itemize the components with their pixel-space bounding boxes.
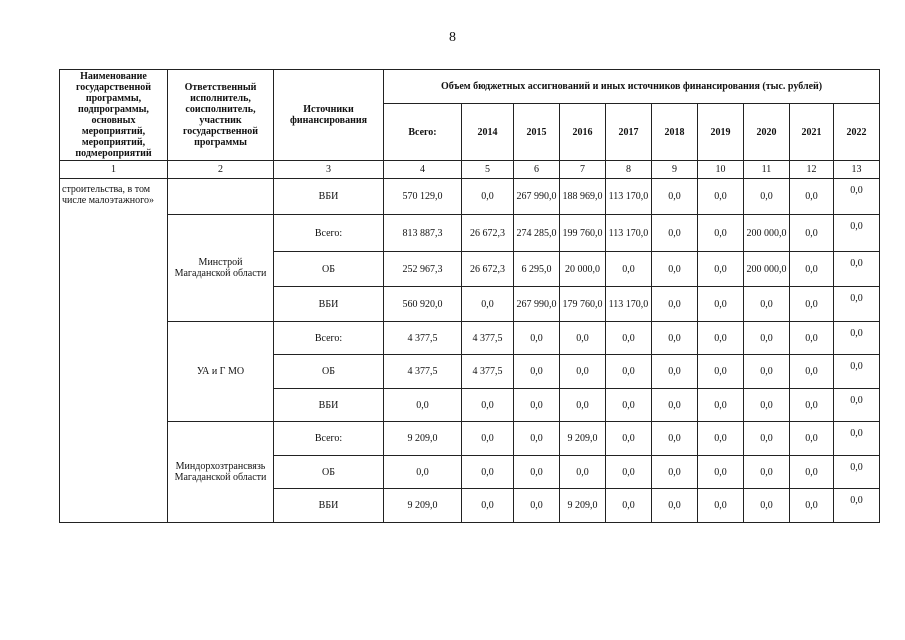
value-cell: 267 990,0 xyxy=(514,287,560,322)
value-cell: 0,0 xyxy=(698,252,744,287)
value-cell: 0,0 xyxy=(834,252,880,287)
value-cell: 0,0 xyxy=(790,456,834,489)
value-cell: 0,0 xyxy=(384,456,462,489)
budget-table xyxy=(59,69,880,523)
value-cell: 0,0 xyxy=(790,355,834,389)
executor-cell: УА и Г МО xyxy=(168,322,274,422)
value-cell: 9 209,0 xyxy=(560,422,606,456)
value-cell: 0,0 xyxy=(606,389,652,422)
value-cell: 0,0 xyxy=(514,389,560,422)
value-cell: 0,0 xyxy=(606,489,652,523)
value-cell: 0,0 xyxy=(744,179,790,215)
value-cell: 0,0 xyxy=(744,422,790,456)
header-executor: Ответственный исполнитель, соисполнитель, участник государственной программы xyxy=(168,70,274,161)
column-number: 9 xyxy=(652,161,698,179)
value-cell: 0,0 xyxy=(698,355,744,389)
value-cell: 0,0 xyxy=(514,355,560,389)
value-cell: 0,0 xyxy=(744,355,790,389)
value-cell: 200 000,0 xyxy=(744,215,790,252)
value-cell: 4 377,5 xyxy=(462,322,514,355)
value-cell: 0,0 xyxy=(790,252,834,287)
value-cell: 0,0 xyxy=(834,456,880,489)
value-cell: 9 209,0 xyxy=(560,489,606,523)
value-cell: 0,0 xyxy=(560,456,606,489)
value-cell: 0,0 xyxy=(744,322,790,355)
source-cell: Всего: xyxy=(274,422,384,456)
value-cell: 0,0 xyxy=(606,252,652,287)
value-cell: 0,0 xyxy=(652,389,698,422)
column-number: 10 xyxy=(698,161,744,179)
column-number: 7 xyxy=(560,161,606,179)
value-cell: 0,0 xyxy=(698,456,744,489)
value-cell: 0,0 xyxy=(698,215,744,252)
value-cell: 570 129,0 xyxy=(384,179,462,215)
header-year: 2017 xyxy=(606,104,652,161)
value-cell: 0,0 xyxy=(514,489,560,523)
header-year: 2019 xyxy=(698,104,744,161)
value-cell: 0,0 xyxy=(834,389,880,422)
column-number-row xyxy=(60,161,880,179)
value-cell: 0,0 xyxy=(560,389,606,422)
header-name: Наименование государственной программы, подпрограммы, основных мероприятий, мероприятий, подмероприятий xyxy=(60,70,168,161)
value-cell: 0,0 xyxy=(698,179,744,215)
value-cell: 0,0 xyxy=(744,489,790,523)
value-cell: 0,0 xyxy=(790,215,834,252)
value-cell: 0,0 xyxy=(790,179,834,215)
executor-cell: Миндорхозтрансвязь Магаданской области xyxy=(168,422,274,523)
column-number: 1 xyxy=(60,161,168,179)
header-year: 2021 xyxy=(790,104,834,161)
value-cell: 0,0 xyxy=(652,179,698,215)
value-cell: 113 170,0 xyxy=(606,215,652,252)
source-cell: ВБИ xyxy=(274,489,384,523)
value-cell: 0,0 xyxy=(462,489,514,523)
column-number: 2 xyxy=(168,161,274,179)
value-cell: 0,0 xyxy=(384,389,462,422)
value-cell: 9 209,0 xyxy=(384,489,462,523)
source-cell: ОБ xyxy=(274,456,384,489)
value-cell: 0,0 xyxy=(462,456,514,489)
column-number: 4 xyxy=(384,161,462,179)
header-source: Источники финансирования xyxy=(274,70,384,161)
value-cell: 113 170,0 xyxy=(606,179,652,215)
value-cell: 20 000,0 xyxy=(560,252,606,287)
column-number: 6 xyxy=(514,161,560,179)
value-cell: 813 887,3 xyxy=(384,215,462,252)
value-cell: 6 295,0 xyxy=(514,252,560,287)
source-cell: ВБИ xyxy=(274,389,384,422)
value-cell: 0,0 xyxy=(790,489,834,523)
value-cell: 0,0 xyxy=(606,422,652,456)
value-cell: 0,0 xyxy=(834,422,880,456)
table-row xyxy=(60,179,880,215)
value-cell: 0,0 xyxy=(834,215,880,252)
table-row xyxy=(60,215,880,252)
value-cell: 0,0 xyxy=(834,179,880,215)
header-total: Всего: xyxy=(384,104,462,161)
value-cell: 0,0 xyxy=(652,322,698,355)
column-number: 8 xyxy=(606,161,652,179)
value-cell: 252 967,3 xyxy=(384,252,462,287)
value-cell: 0,0 xyxy=(652,252,698,287)
value-cell: 0,0 xyxy=(744,389,790,422)
value-cell: 0,0 xyxy=(606,456,652,489)
value-cell: 0,0 xyxy=(652,456,698,489)
column-number: 5 xyxy=(462,161,514,179)
column-number: 11 xyxy=(744,161,790,179)
value-cell: 0,0 xyxy=(834,322,880,355)
value-cell: 0,0 xyxy=(652,422,698,456)
value-cell: 0,0 xyxy=(560,355,606,389)
value-cell: 0,0 xyxy=(606,355,652,389)
value-cell: 179 760,0 xyxy=(560,287,606,322)
source-cell: ОБ xyxy=(274,355,384,389)
value-cell: 0,0 xyxy=(560,322,606,355)
table-row xyxy=(60,422,880,456)
value-cell: 0,0 xyxy=(652,355,698,389)
value-cell: 200 000,0 xyxy=(744,252,790,287)
header-year: 2020 xyxy=(744,104,790,161)
header-year: 2014 xyxy=(462,104,514,161)
value-cell: 0,0 xyxy=(462,179,514,215)
value-cell: 0,0 xyxy=(698,287,744,322)
value-cell: 113 170,0 xyxy=(606,287,652,322)
value-cell: 0,0 xyxy=(514,422,560,456)
table-row xyxy=(60,322,880,355)
value-cell: 0,0 xyxy=(698,322,744,355)
column-number: 12 xyxy=(790,161,834,179)
value-cell: 0,0 xyxy=(834,355,880,389)
header-volume: Объем бюджетных ассигнований и иных источников финансирования (тыс. рублей) xyxy=(384,70,880,104)
value-cell: 0,0 xyxy=(698,389,744,422)
value-cell: 0,0 xyxy=(514,456,560,489)
value-cell: 274 285,0 xyxy=(514,215,560,252)
value-cell: 0,0 xyxy=(744,287,790,322)
source-cell: Всего: xyxy=(274,322,384,355)
value-cell: 0,0 xyxy=(698,422,744,456)
value-cell: 0,0 xyxy=(652,489,698,523)
value-cell: 0,0 xyxy=(514,322,560,355)
value-cell: 0,0 xyxy=(744,456,790,489)
source-cell: ВБИ xyxy=(274,287,384,322)
program-name-cell: строительства, в том числе малоэтажного» xyxy=(60,179,168,523)
value-cell: 188 969,0 xyxy=(560,179,606,215)
source-cell: Всего: xyxy=(274,215,384,252)
value-cell: 26 672,3 xyxy=(462,252,514,287)
value-cell: 199 760,0 xyxy=(560,215,606,252)
value-cell: 0,0 xyxy=(462,287,514,322)
value-cell: 560 920,0 xyxy=(384,287,462,322)
executor-cell: Минстрой Магаданской области xyxy=(168,215,274,322)
value-cell: 0,0 xyxy=(790,287,834,322)
value-cell: 267 990,0 xyxy=(514,179,560,215)
value-cell: 4 377,5 xyxy=(384,322,462,355)
value-cell: 0,0 xyxy=(462,422,514,456)
value-cell: 4 377,5 xyxy=(462,355,514,389)
header-year: 2016 xyxy=(560,104,606,161)
source-cell: ОБ xyxy=(274,252,384,287)
source-cell: ВБИ xyxy=(274,179,384,215)
value-cell: 0,0 xyxy=(698,489,744,523)
value-cell: 0,0 xyxy=(790,322,834,355)
value-cell: 0,0 xyxy=(790,422,834,456)
header-year: 2015 xyxy=(514,104,560,161)
header-year: 2022 xyxy=(834,104,880,161)
value-cell: 4 377,5 xyxy=(384,355,462,389)
value-cell: 0,0 xyxy=(652,287,698,322)
header-year: 2018 xyxy=(652,104,698,161)
column-number: 13 xyxy=(834,161,880,179)
value-cell: 26 672,3 xyxy=(462,215,514,252)
value-cell: 9 209,0 xyxy=(384,422,462,456)
value-cell: 0,0 xyxy=(790,389,834,422)
value-cell: 0,0 xyxy=(834,287,880,322)
executor-cell-empty xyxy=(168,179,274,215)
value-cell: 0,0 xyxy=(462,389,514,422)
column-number: 3 xyxy=(274,161,384,179)
value-cell: 0,0 xyxy=(606,322,652,355)
value-cell: 0,0 xyxy=(652,215,698,252)
value-cell: 0,0 xyxy=(834,489,880,523)
page-number: 8 xyxy=(449,30,456,45)
